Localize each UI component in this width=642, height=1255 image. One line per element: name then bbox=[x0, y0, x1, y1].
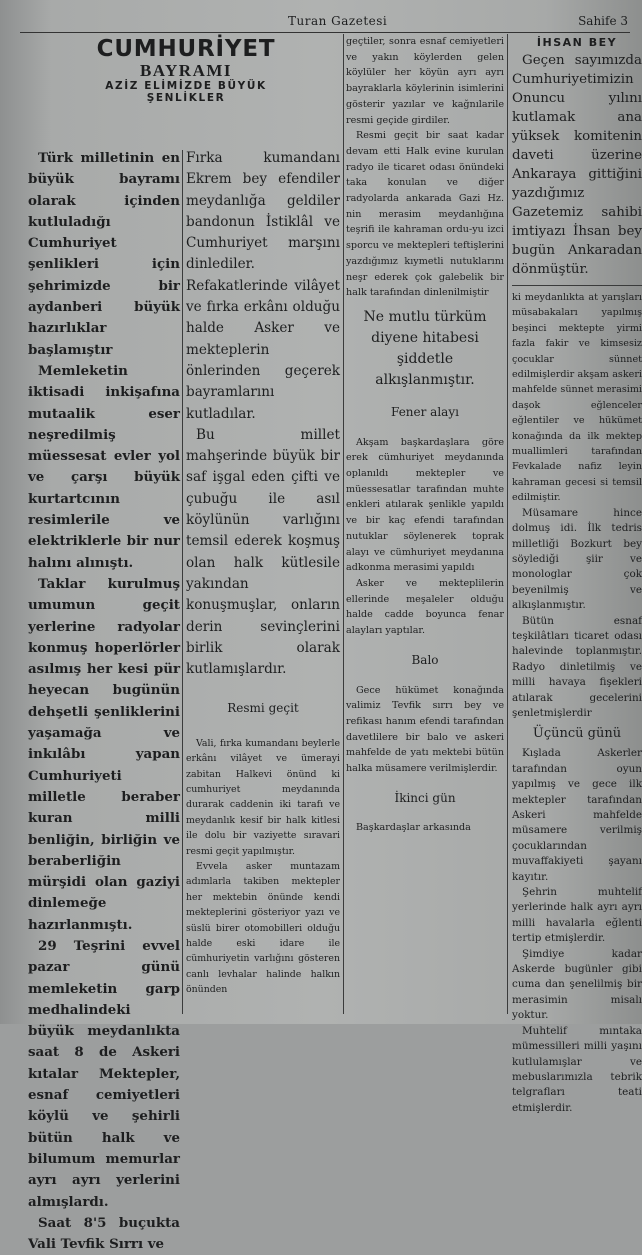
article-column-2 bbox=[186, 148, 340, 1014]
paragraph: geçtiler, sonra esnaf cemiyetleri ve yakın köylerden gelen köylüler her köyün ayrı ayrı bayraklarla köylerinin isimlerini gösterir yazılar ve kağnılarile resmi geçide girdiler. bbox=[346, 36, 504, 126]
paragraph: Başkardaşlar arkasında bbox=[356, 822, 471, 834]
paragraph: Bütün esnaf teşkilâtları ticaret odası halevinde toplanmıştır. Radyo dinletilmiş ve milli havaya fişekleri atılarak gecelerini şenletmişlerdir bbox=[512, 614, 642, 719]
section-subheading: Balo bbox=[411, 652, 439, 667]
paragraph: Muhtelif mıntaka mümessilleri milli yaşını kutlulamışlar ve mebuslarımızla tebrik telgrafları teati etmişlerdir. bbox=[512, 1024, 642, 1114]
paragraph: Resmi geçit bir saat kadar devam etti Halk evine kurulan radyo ile ticaret odası önündeki taka konulan ve diğer radyolarda ankarada Gazi Hz. nin merasim meydanlığına teşrifi ile kahraman ordu-yu izci sporcu ve mektepleri teftişlerini yazdığımız kıymetli nutuklarını neşr ederek çok galebelik bir halk tarafından dinlenilmiştir bbox=[346, 130, 504, 299]
headline-line2: BAYRAMI bbox=[139, 61, 233, 80]
paragraph: ki meydanlıkta at yarışları müsabakaları yapılmış beşinci mektepte yirmi fazla fakir ve kimsesiz çocuklar sünnet edilmişlerdir akşam askeri mahfelde sünnet merasimi daşok eğlenceler eğlentiler ve hükümet konağında da ilk mektep muallimleri tarafından Fevkalade nafiz leyin kahraman gecesi si temsil edilmiştir. bbox=[512, 292, 642, 504]
headline-line1: CUMHURİYET bbox=[96, 36, 276, 62]
paragraph: Saat 8'5 buçukta Vali Tevfik Sırrı ve bbox=[28, 1214, 180, 1253]
section-divider bbox=[512, 285, 642, 286]
article-column-4 bbox=[512, 34, 642, 1114]
side-article-heading: İHSAN BEY bbox=[536, 36, 618, 49]
column-divider bbox=[343, 34, 344, 1014]
paragraph: Vali, fırka kumandanı beylerle erkânı vilâyet ve ümerayi zabitan Halkevi önünd ki cumhuriyet meydanında durarak caddenin iki tarafı ve meydanlık kesif bir halk kitlesi ile dolu bir vaziyette sıravari resmi geçit yapılmıştır. bbox=[186, 737, 340, 857]
paragraph: 29 Teşrini evvel pazar günü memleketin garp medhalindeki büyük meydanlıkta saat 8 de Askeri kıtalar Mektepler, esnaf cemiyetleri köylü ve şehirli bütün halk ve bilumum memurlar ayrı ayrı yerlerini almışlardı. bbox=[28, 937, 180, 1210]
newspaper-title: Turan Gazetesi bbox=[288, 14, 388, 28]
column-divider bbox=[182, 150, 183, 1014]
paragraph: Taklar kurulmuş umumun geçit yerlerine radyolar konmuş hoperlörler asılmış her kesi pür heyecan bugünün dehşetli şenliklerini yaşamağa ve inkılâbı yapan Cumhuriyeti milletle beraber kuran milli benliğin, birliğin ve beraberliğin mürşidi olan gaziyi dinlemeğe hazırlanmıştı. bbox=[28, 575, 180, 933]
paragraph: Memleketin iktisadi inkişafına mutaalik eser neşredilmiş müessesat evler yol ve çarşı büyük kurtartcının resimlerile ve elektriklerle bir nur halını alınıştı. bbox=[28, 362, 180, 571]
article-column-3 bbox=[346, 34, 504, 1018]
paragraph: Bu millet mahşerinde büyük bir saf işgal eden çifti ve çubuğu ile asıl köylünün varlığını temsil ederek koşmuş olan halk kütlesile yakından konuşmuşlar, onların derin sevinçlerini birlik olarak kutlamışlardır. bbox=[186, 426, 340, 678]
page-number: Sahife 3 bbox=[578, 14, 628, 28]
section-subheading: Resmi geçit bbox=[227, 701, 299, 716]
masthead bbox=[20, 14, 630, 33]
paragraph: Evvela asker muntazam adımlarla takiben mektepler her mektebin önünde kendi mekteplerini gösteriyor yazı ve süslü birer otomobilleri olduğu halde eski idare ile cümhuriyetin varlığını gösteren canlı levhalar halinde halkın önünden bbox=[186, 860, 340, 996]
paragraph: Asker ve mekteplilerin ellerinde meşaleler olduğu halde cadde boyunca fenar alayları yaptılar. bbox=[346, 577, 504, 637]
highlighted-quote: Ne mutlu türküm diyene hitabesi şiddetle alkışlanmıştır. bbox=[363, 308, 487, 388]
paragraph: Şimdiye kadar Askerde bugünler gibi cuma dan şenelilmiş bir merasimin misalı yoktur. bbox=[512, 947, 642, 1022]
headline-line3: AZİZ ELİMİZDE BÜYÜK bbox=[105, 80, 267, 92]
headline-line4: ŞENLİKLER bbox=[146, 92, 226, 104]
paragraph: Kışlada Askerler tarafından oyun yapılmış ve gece ilk mektepler tarafından Askeri mahfelde müsamere verilmiş çocuklarından muvaffakiyeti şayanı kayıtır. bbox=[512, 747, 642, 883]
paragraph: Müsamare hince dolmuş idi. İlk tedris milletliği Bozkurt bey söylediği şiir ve monologlar çok beyenilmiş ve alkışlanmıştır. bbox=[512, 506, 642, 612]
section-subheading: Üçüncü günü bbox=[532, 726, 622, 742]
article-column-1 bbox=[28, 148, 180, 1253]
column-divider bbox=[507, 34, 508, 1014]
section-subheading: İkinci gün bbox=[394, 790, 456, 805]
paragraph: Geçen sayımızda Cumhuriyetimizin Onuncu yılını kutlamak ana yüksek komitenin daveti üzerine Ankaraya gittiğini yazdığımız Gazetemiz sahibi imtiyazı İhsan bey bugün Ankaradan dönmüştür. bbox=[512, 53, 642, 277]
paragraph: Türk milletinin en büyük bayramı olarak içinden kutluladığı Cumhuriyet şenlikleri için şehrimizde bir aydanberi büyük hazırlıklar başlamıştır bbox=[28, 150, 180, 358]
main-headline bbox=[30, 36, 342, 104]
paragraph: Gece hükümet konağında valimiz Tevfik sırrı bey ve refikası hanım efendi tarafından davetlilere bir balo ve askeri mahfelde de yatı mektebi bütün halka müsamere verilmişlerdir. bbox=[346, 684, 504, 775]
paragraph: Şehrin muhtelif yerlerinde halk ayrı ayrı milli havalarla eğlenti tertip etmişlerdir. bbox=[512, 886, 642, 945]
paragraph: Akşam başkardaşlara göre erek cümhuriyet meydanında oplanıldı mektepler ve müessesatlar tarafından muhte enkleri atılarak şenlikle yapıldı ve bir kaç efendi tarafından nutuklar söylenerek toprak alayı ve cümhuriyet meydanına adkonma merasimi yapıldı bbox=[346, 436, 504, 574]
section-subheading: Fener alayı bbox=[391, 404, 459, 419]
paragraph: Fırka kumandanı Ekrem bey efendiler meydanlığa geldiler bandonun İstiklâl ve Cumhuriyet marşını dinlediler. Refakatlerinde vilâyet ve fırka erkânı olduğu halde Asker ve mekteplerin önlerinden geçerek bayramlarını kutladılar. bbox=[186, 150, 340, 422]
